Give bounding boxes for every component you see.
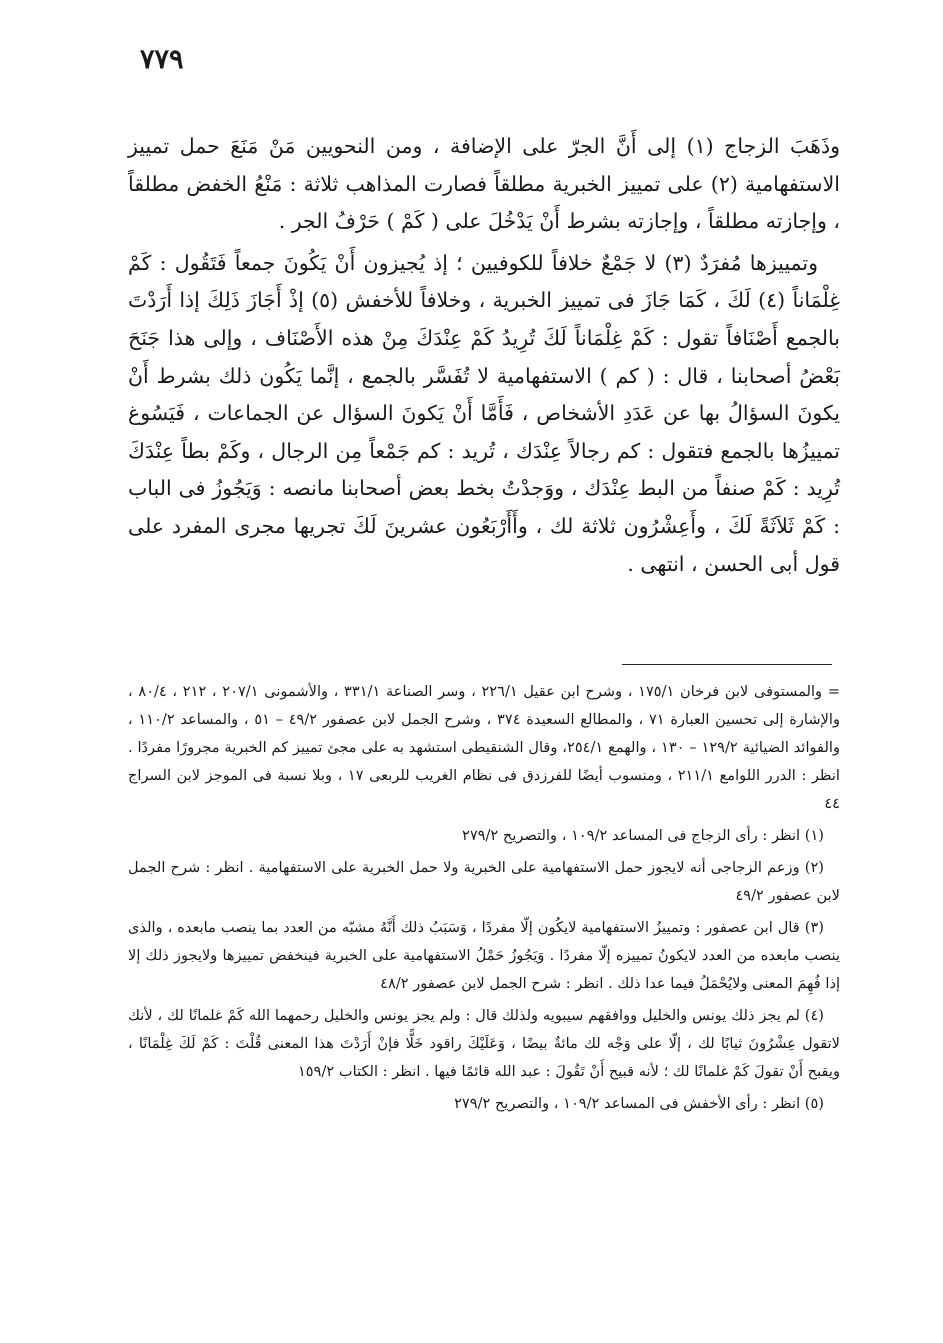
footnotes xyxy=(128,678,840,1122)
footnote-4: (٤) لم يجز ذلك يونس والخليل ووافقهم سيبويه ولذلك قال : ولم يجز يونس والخليل رحمهما الله كَمْ غلمانًا لك ، لأنك لاتقول عِشْرُونَ ثيابًا لك ، إلّا على وَجْه لك مائةٌ بيضًا ، وَعَلَيْكَ راقود خَلًّا فإنْ أَرَدْتَ هذا المعنى قُلْتَ : كَمْ لَكَ غِلْمَانًا ، ويقبح أَنْ تقولَ كَمْ غلمانًا لك ؛ لأنه قبيح أَنْ تَقُولَ : عبد الله قائمًا فيها . انظر : الكتاب ١٥٩/٢ xyxy=(128,1007,840,1080)
footnote-1: (١) انظر : رأى الزجاج فى المساعد ١٠٩/٢ ، والتصريح ٢٧٩/٢ xyxy=(462,827,824,844)
footnote-divider xyxy=(622,664,832,665)
page-number: ٧٧٩ xyxy=(140,44,184,75)
footnote-2: (٢) وزعم الزجاجى أنه لايجوز حمل الاستفهامية على الخبرية ولا حمل الخبرية على الاستفهامية . انظر : شرح الجمل لابن عصفور ٤٩/٢ xyxy=(128,859,840,904)
main-paragraph: وتمييزها مُفرَدٌ (٣) لا جَمْعٌ خلافاً للكوفيين ؛ إذ يُجيزون أَنْ يَكُونَ جمعاً فَتَقُول : كَمْ غِلْمَاناً (٤) لَكَ ، كَمَا جَازَ فى تمييز الخبرية ، وخلافاً للأخفش (٥) إذْ أَجَازَ ذَلِكَ إذا أَرَدْتَ بالجمع أَصْنَافاً تقول : كَمْ غِلْمَاناً لَكَ تُرِيدُ كَمْ عِنْدَكَ مِنْ هذه الأَصْنَاف ، وإلى هذا جَنَحَ بَعْضُ أصحابنا ، قال : ( كم ) الاستفهامية لا تُفَسَّر بالجمع ، إنَّما يَكُون ذلك بشرط أَنْ يكونَ السؤالُ بها عن عَدَدِ الأشخاص ، فَأَمَّا أَنْ يَكونَ السؤال عن الجماعات ، فَيَسُوغ تمييزُها بالجمع فتقول : كم رجالاً عِنْدَك ، تُريد : كم جَمْعاً مِن الرجال ، وكَمْ بطاً عِنْدَكَ تُرِيد : كَمْ صنفاً من البط عِنْدَك ، ووَجدْتُ بخط بعض أصحابنا مانصه : وَيَجُوزُ فى الباب : كَمْ ثَلاَثَةً لَكَ ، وأَعِشْرُون ثلاثة لك ، وأَأَرْبَعُون عشرينَ لَكَ تجريها مجرى المفرد على قول أبى الحسن ، انتهى . xyxy=(128,250,840,576)
main-paragraph: وذَهَبَ الزجاج (١) إلى أَنَّ الجرّ على الإضافة ، ومن النحويين مَنْ مَنَعَ حمل تمييز الاستفهامية (٢) على تمييز الخبرية مطلقاً فصارت المذاهب ثلاثة : مَنْعُ الخفض مطلقاً ، وإجازته مطلقاً ، وإجازته بشرط أَنْ يَدْخُلَ على ( كَمْ ) حَرْفُ الجر . xyxy=(128,134,840,234)
footnote-5: (٥) انظر : رأى الأخفش فى المساعد ١٠٩/٢ ، والتصريح ٢٧٩/٢ xyxy=(454,1095,824,1112)
main-text xyxy=(128,128,840,583)
footnote-continuation: = والمستوفى لابن فرخان ١٧٥/١ ، وشرح ابن عقيل ٢٢٦/١ ، وسر الصناعة ٣٣١/١ ، والأشمونى ٢٠٧/١ ، ٢١٢ ، ٨٠/٤ ، والإشارة إلى تحسين العبارة ٧١ ، والمطالع السعيدة ٣٧٤ ، وشرح الجمل لابن عصفور ٤٩/٢ – ٥١ ، والمساعد ١١٠/٢ ، والفوائد الضيائية ١٢٩/٢ – ١٣٠ ، والهمع ٢٥٤/١، وقال الشنقيطى استشهد به على مجئ تمييز كم الخبرية مجرورًا مفردًا . انظر : الدرر اللوامع ٢١١/١ ، ومنسوب أيضًا للفرزدق فى نظام الغريب للربعى ١٧ ، وبلا نسبة فى الموجز لابن السراج ٤٤ xyxy=(128,683,841,812)
footnote-3: (٣) قال ابن عصفور : وتمييزُ الاستفهامية لايكُون إلّا مفردًا ، وَسَبَبُ ذلك أَنَّهُ مشبّه من العدد بما ينصب مابعده ، والذى ينصب مابعده من العدد لايكونُ تمييزه إلّا مفردًا . وَيَجُوزُ حَمْلُ الاستفهامية على الخبرية فينخفض تمييزها ولايجوز ذلك إلا إذا فُهِمَ المعنى ولايُحْمَلُ فيما عدا ذلك . انظر : شرح الجمل لابن عصفور ٤٨/٢ xyxy=(128,919,840,992)
